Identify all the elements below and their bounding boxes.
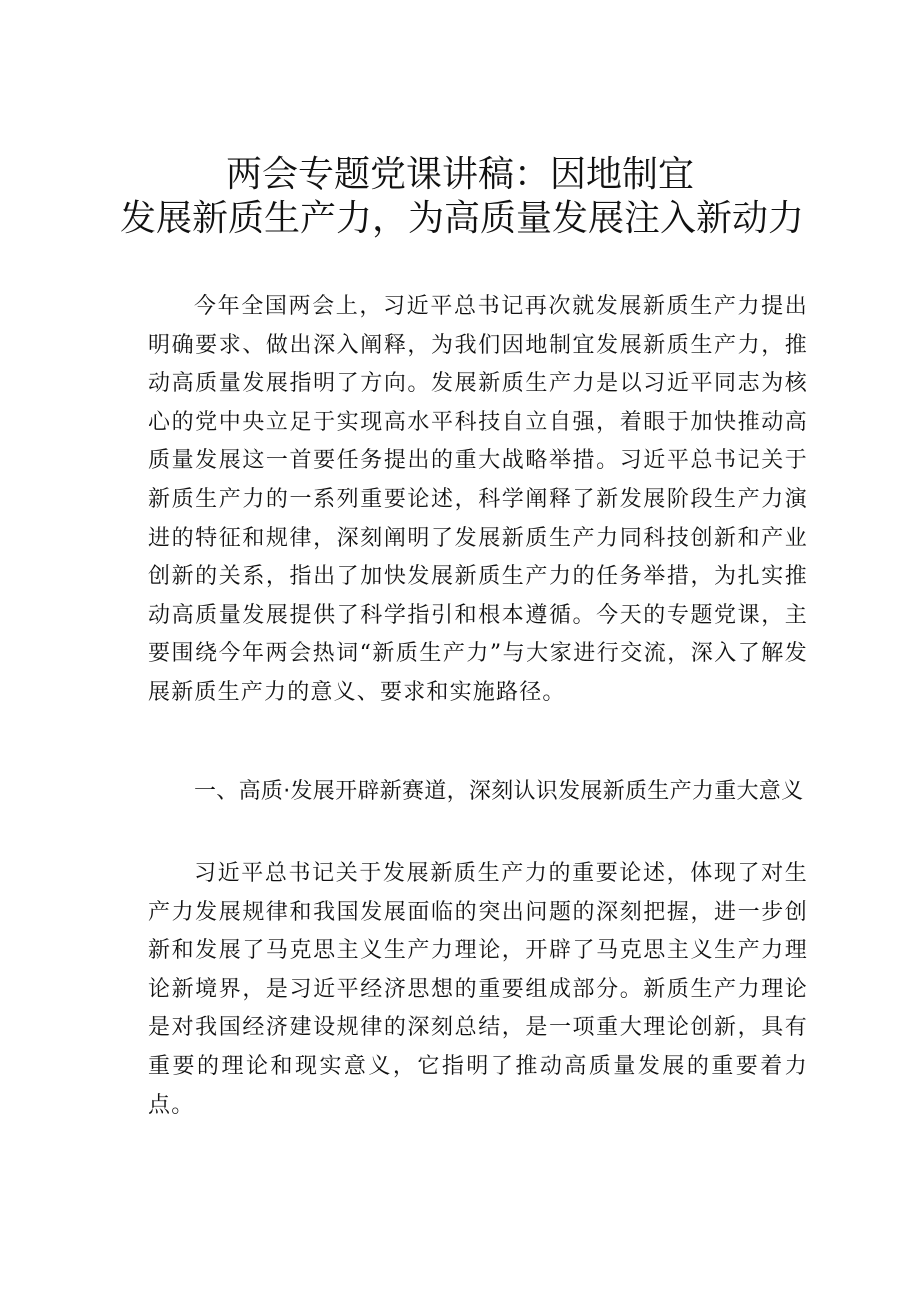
document-title-line-2: 发展新质生产力，为高质量发展注入新动力 xyxy=(120,198,805,239)
document-title-line-1: 两会专题党课讲稿：因地制宜 xyxy=(225,154,694,195)
paragraph-section-1: 习近平总书记关于发展新质生产力的重要论述，体现了对生产力发展规律和我国发展面临的突出问题的深刻把握，进一步创新和发展了马克思主义生产力理论，开辟了马克思主义生产力理论新境界，是习近平经济思想的重要组成部分。新质生产力理论是对我国经济建设规律的深刻总结，是一项重大理论创新，具有重要的理论和现实意义，它指明了推动高质量发展的重要着力点。 xyxy=(148,861,808,1118)
paragraph-intro: 今年全国两会上，习近平总书记再次就发展新质生产力提出明确要求、做出深入阐释，为我们因地制宜发展新质生产力，推动高质量发展指明了方向。发展新质生产力是以习近平同志为核心的党中央立足于实现高水平科技自立自强，着眼于加快推动高质量发展这一首要任务提出的重大战略举措。习近平总书记关于新质生产力的一系列重要论述，科学阐释了新发展阶段生产力演进的特征和规律，深刻阐明了发展新质生产力同科技创新和产业创新的关系，指出了加快发展新质生产力的任务举措，为扎实推动高质量发展提供了科学指引和根本遵循。今天的专题党课，主要围绕今年两会热词“新质生产力”与大家进行交流，深入了解发展新质生产力的意义、要求和实施路径。 xyxy=(148,294,808,705)
section-heading-1: 一、高质·发展开辟新赛道，深刻认识发展新质生产力重大意义 xyxy=(194,779,804,804)
